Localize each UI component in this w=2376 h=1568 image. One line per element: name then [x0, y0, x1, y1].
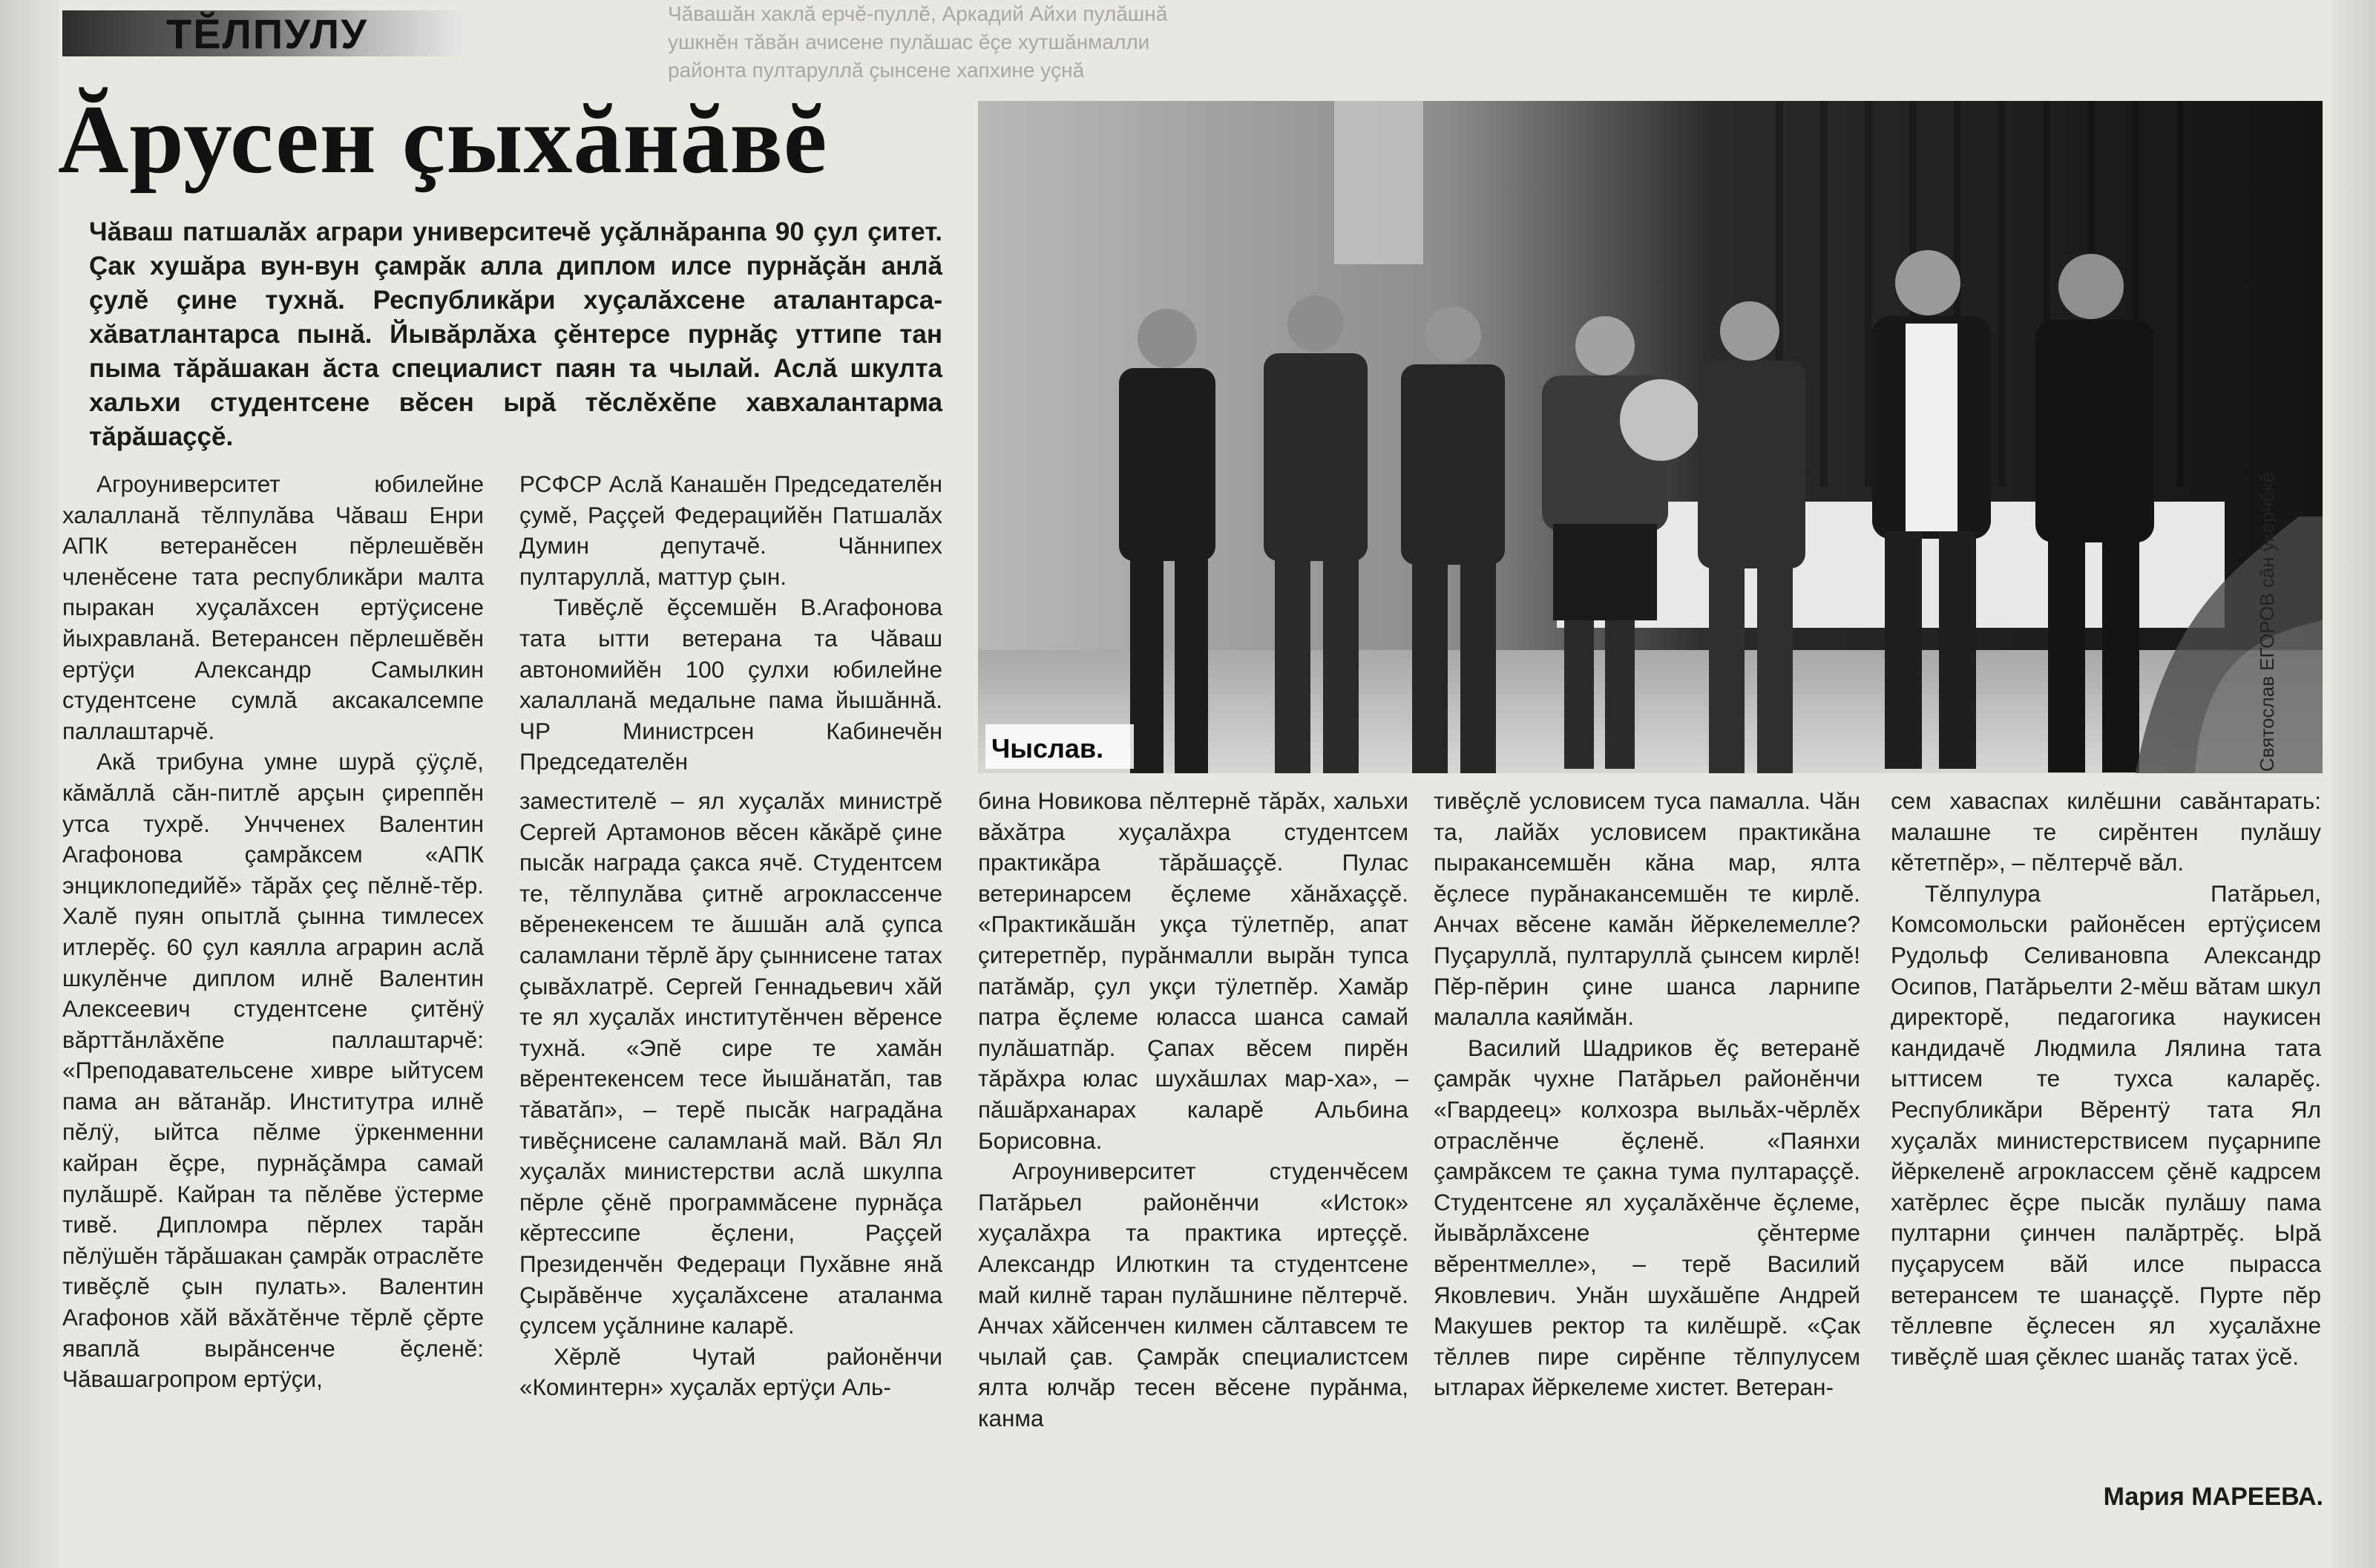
paragraph: РСФСР Аслă Канашĕн Председателĕн çумĕ, Раççей Федерацийĕн Патшалăх Думин депутачĕ. Чăннипех пултаруллă, маттур çын. — [519, 470, 942, 590]
column-1 — [62, 469, 484, 1545]
paragraph: Хĕрлĕ Чутай районĕнчи «Коминтерн» хуçалăх ертÿçи Аль- — [519, 1342, 942, 1401]
previous-article-fragment — [475, 0, 2375, 93]
paragraph: тивĕçлĕ условисем туса памалла. Чăн та, лайăх условисем практикăна пыракансемшĕн кăна мар, ялта ĕçлесе пурăнакансемшĕн те кирлĕ. Анчах вĕсене камăн йĕркелемелле? Пуçаруллă, пултаруллă çынсем кирлĕ! Пĕр-пĕрин çине шанса ларнипе малалла каяймăн. — [1434, 787, 1860, 1031]
column-2-top — [519, 469, 942, 777]
column-3 — [978, 786, 1408, 1543]
article-lead: Чăваш патшалăх аграри университечĕ уçăлнăранпа 90 çул çитет. Çак хушăра вун-вун çамрăк алла диплом илсе пурнăçăн анлă çулĕ çине тухнă. Республикăри хуçалăхсене аталантарса-хăватлантарса пынă. Йывăрлăха çĕнтерсе пурнăç уттипе тан пыма тăрăшакан ăста специалист паян та чылай. Аслă шкулта хальхи студентсене вĕсен ырă тĕслĕхĕпе хавхалантарма тăрăшаççĕ. — [89, 217, 942, 451]
bleed-line: Чăвашăн хаклă ерчĕ-пуллĕ, Аркадий Айхи пулăшнă — [668, 2, 1168, 25]
paragraph: Акă трибуна умне шурă çÿçлĕ, кăмăллă сăн-питлĕ арçын çиреппĕн утса тухрĕ. Унчченех Валентин Агафонова çамрăксем «АПК энциклопедийĕ» тăрăх çеç пĕлнĕ-тĕр. Халĕ пуян опытлă çынна тимлесех итлерĕç. 60 çул каялла аграрин аслă шкулĕнче диплом илнĕ Валентин Алексеевич студентсене çитĕнÿ вăрттăнлăхĕпе паллаштарчĕ: «Преподавательсене хивре ыйтусем пама ан вăтанăр. Институтра илнĕ пĕлÿ, ыйтса пĕлме ÿркенменни кайран ĕçре, пурнăçăмра самай пулăшрĕ. Кайран та пĕлĕве ÿстерме тивĕ. Дипломра пĕрлех тарăн пĕлÿшĕн тăрăшакан çамрăк отраслĕте тивĕçлĕ çын пулать». Валентин Агафонов хăй вăхăтĕнче тĕрлĕ çĕрте яваплă вырăнсенче ĕçленĕ: Чăвашагропром ертÿçи, — [62, 748, 484, 1393]
paragraph: Тивĕçлĕ ĕçсемшĕн В.Агафонова тата ытти ветерана та Чăваш автономийĕн 100 çулхи юбилейне халалланă медальне пама йышăннă. ЧР Министрсен Кабинечĕн Председателĕн — [519, 594, 942, 775]
paragraph: Агроуниверситет юбилейне халалланă тĕлпулăва Чăваш Енри АПК ветеранĕсен пĕрлешĕвĕн членĕсене тата республикăри малта пыракан хуçалăхсен ертÿçисене йыхравланă. Ветерансен пĕрлешĕвĕн ертÿçи Александр Самылкин студентсене сумлă аксакалсемпе паллаштарчĕ. — [62, 470, 484, 744]
photo-credit: Святослав ЕГОРОВ сăн ÿкерчĕкĕ — [2256, 472, 2278, 772]
paragraph: заместителĕ – ял хуçалăх министрĕ Сергей Артамонов вĕсен кăкăрĕ çине пысăк награда çакса ячĕ. Студентсем те, тĕлпулăва çитнĕ агроклассенче вĕренекенсем те ăшшăн алă çупса саламлани тĕрлĕ ăру çыннисене татах çывăхлатрĕ. Сергей Геннадьевич хăй те ял хуçалăх институтĕнчен вĕренсе тухнă. «Эпĕ сире те хамăн вĕрентекенсем тесе йышăнатăп, тав тăватăп», – терĕ пысăк наградăна тивĕçнисене саламланă май. Вăл Ял хуçалăх министерстви аслă шкулпа пĕрле çĕнĕ программăсене пурнăçа кĕртессипе ĕçлени, Раççей Президенчĕн Федераци Пухăвне янă Çырăвĕнче хуçалăхсене аталанма çулсем уçăлнине каларĕ. — [519, 787, 942, 1339]
paragraph: Агроуниверситет студенчĕсем Патăрьел районĕнчи «Исток» хуçалăхра та практика иртеççĕ. Александр Илюткин та студентсене май килнĕ таран пулăшнине пĕлтерчĕ. Анчах хăйсенчен килмен сăлтавсем те чылай çав. Çамрăк специалистсем ялта юлчăр тесен вĕсене пурăнма, канма — [978, 1158, 1408, 1431]
rubric-label: ТĔЛПУЛУ — [166, 10, 368, 57]
bleed-line: ушкнĕн тăвăн ачисене пулăшас ĕçе хутшăнмалли — [668, 30, 1150, 53]
paragraph: Василий Шадриков ĕç ветеранĕ çамрăк чухне Патăрьел районĕнчи «Гвардеец» колхозра выльăх-чĕрлĕх отраслĕнче ĕçленĕ. «Паянхи çамрăксем те çакна тума пултараççĕ. Студентсене ял хуçалăхĕнче ĕçлеме, йывăрлăхсене çĕнтерме вĕрентмелле», – терĕ Василий Яковлевич. Унăн шухăшĕпе Андрей Макушев ректор та килĕшрĕ. «Çак тĕллев пире сирĕнпе тĕлпулусем ытларах йĕркелеме хистет. Ветеран- — [1434, 1034, 1860, 1401]
photo-caption: Чыслав. — [991, 733, 1104, 764]
paragraph: бина Новикова пĕлтернĕ тăрăх, хальхи вăхăтра хуçалăхра студентсем практикăра тăрăшаççĕ. Пулас ветеринарсем ĕçлеме хăнăхаççĕ. «Практикăшăн укça тÿлетпĕр, апат çитеретпĕр, пурăнмалли вырăн тупса патăмăр, çул укçи тÿлетпĕр. Хамăр патра ĕçлеме юласса шанса самай пулăшатпăр. Çапах вĕсем пирĕн тăрăхра юлас шухăшлах мар-ха», – пăшăрханарах каларĕ Альбина Борисовна. — [978, 787, 1408, 1154]
next-page-edge — [2331, 0, 2376, 1568]
paragraph: Тĕлпулура Патăрьел, Комсомольски районĕсен ертÿçисем Рудольф Селивановпа Александр Осипов, Патăрьелти 2-мĕш вăтам шкул директорĕ, педагогика наукисен кандидачĕ Людмила Лялина тата ыттисем те тухса каларĕç. Республикăри Вĕрентÿ тата Ял хуçалăх министерствисем пуçарнипе йĕркеленĕ агроклассем çĕнĕ кадрсем хатĕрлес ĕçре пысăк пулăшу пама пултарни çинчен палăртрĕç. Ырă пуçарусем вăй илсе пырасса ветерансем те шанаççĕ. Пурте пĕр тĕллевпе ĕçлесен ял хуçалăхне тивĕçлĕ шая çĕклес шанăç татах ÿсĕ. — [1891, 879, 2321, 1370]
previous-page-edge — [0, 0, 58, 1568]
column-2-bottom — [519, 786, 942, 1543]
column-5 — [1891, 786, 2321, 1476]
column-4 — [1434, 786, 1860, 1543]
paragraph: сем хавaспах килĕшни савăнтарать: малашне те сирĕнтен пулăшу кĕтетпĕр», – пĕлтерчĕ вăл. — [1891, 787, 2321, 876]
article-headline: Ăрусен çыхăнăвĕ — [58, 85, 828, 194]
ceremony-photo-illustration — [978, 101, 2323, 773]
bleed-line: районта пултаруллă çынсене хапхине уçнă — [668, 59, 1085, 82]
article-photo — [978, 101, 2323, 773]
article-author: Мария МАРЕЕВА. — [2103, 1483, 2323, 1511]
section-rubric — [62, 10, 463, 56]
